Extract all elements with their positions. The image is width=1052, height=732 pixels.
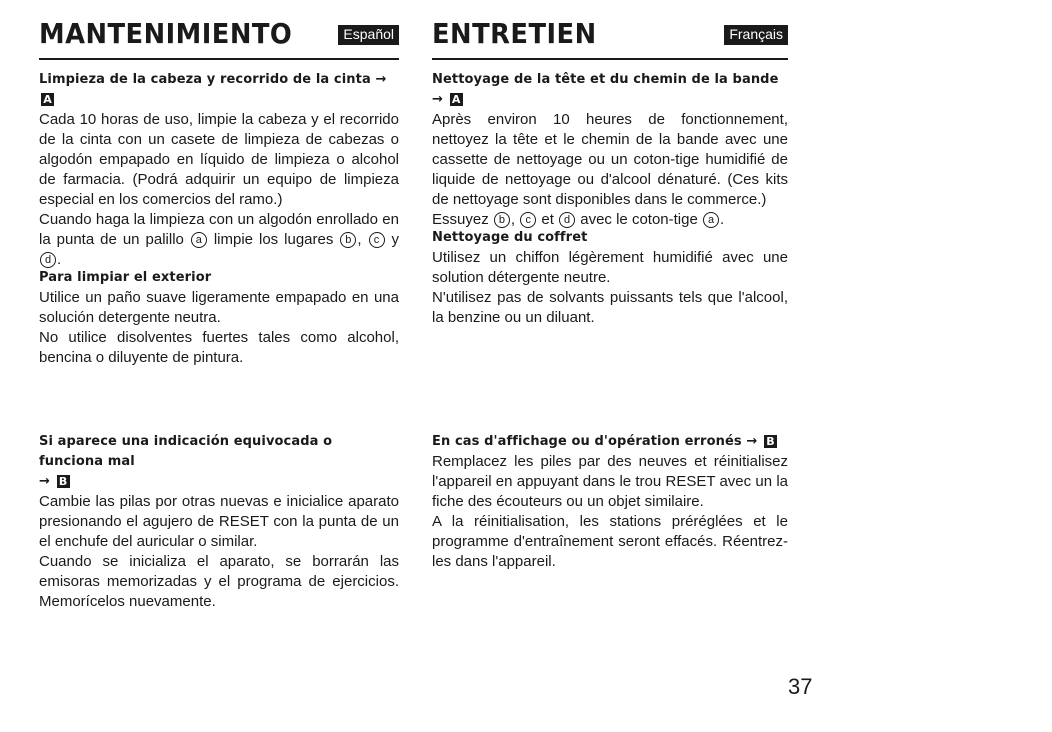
marker-b: b	[340, 232, 356, 248]
spanish-paragraph: Cuando se inicializa el aparato, se borrarán las emisoras memorizadas y el programa de ejercicios. Memorícelos nuevamente.	[39, 553, 399, 610]
spanish-section-head-cleaning	[39, 70, 399, 270]
spanish-column	[39, 14, 399, 610]
spanish-paragraph: Utilice un paño suave ligeramente empapado en una solución detergente neutra.	[39, 289, 399, 326]
marker-d: d	[559, 212, 575, 228]
french-paragraph: Après environ 10 heures de fonctionnement, nettoyez la tête et le chemin de la bande avec une cassette de nettoyage ou un coton-tige humidifié de liquide de nettoyage ou d'alcool dénaturé. (Ces kits de nettoyage sont disponibles dans le commerce.)	[432, 111, 788, 208]
spanish-paragraph: Cambie las pilas por otras nuevas e inicialice aparato presionando el agujero de RESET con la punta de un el enchufe del auricular o similar.	[39, 493, 399, 550]
spanish-section-malfunction	[39, 432, 399, 612]
page-number: 37	[788, 674, 813, 699]
figure-ref-a: A	[450, 93, 463, 106]
spanish-heading-malfunction: Si aparece una indicación equivocada o funciona mal → B	[39, 434, 333, 489]
figure-ref-b: B	[57, 475, 70, 488]
french-section-cabinet	[432, 228, 788, 328]
spanish-paragraph: No utilice disolventes fuertes tales como alcohol, bencina o diluyente de pintura.	[39, 329, 399, 366]
french-paragraph: N'utilisez pas de solvants puissants tels que l'alcool, la benzine ou un diluant.	[432, 289, 788, 326]
french-language-tag: Français	[724, 25, 788, 45]
spanish-language-tag: Español	[338, 25, 399, 45]
french-title: ENTRETIEN	[432, 17, 597, 50]
spanish-heading-exterior: Para limpiar el exterior	[39, 270, 212, 285]
marker-c: c	[369, 232, 385, 248]
spanish-header	[39, 14, 399, 60]
french-heading-cabinet: Nettoyage du coffret	[432, 230, 588, 245]
spanish-section-exterior	[39, 268, 399, 368]
spanish-paragraph: Cada 10 horas de uso, limpie la cabeza y el recorrido de la cinta con un casete de limpieza de cabezas o algodón empapado en líquido de limpieza o alcohol de farmacia. (Podrá adquirir un equipo de limpieza especial en los comercios del ramo.)	[39, 111, 399, 208]
french-heading-malfunction: En cas d'affichage ou d'opération erronés → B	[432, 432, 788, 452]
marker-b: b	[494, 212, 510, 228]
figure-ref-b: B	[764, 435, 777, 448]
figure-ref-a: A	[41, 93, 54, 106]
french-heading-head-cleaning: Nettoyage de la tête et du chemin de la bande → A	[432, 72, 779, 107]
french-paragraph: Utilisez un chiffon légèrement humidifié avec une solution détergente neutre.	[432, 249, 788, 286]
marker-d: d	[40, 252, 56, 268]
french-section-malfunction	[432, 432, 788, 572]
marker-a: a	[191, 232, 207, 248]
french-paragraph: Essuyez b , c et d avec le coton-tige a .	[432, 211, 725, 228]
french-paragraph: A la réinitialisation, les stations préréglées et le programme d'entraînement seront effacés. Réentrez-les dans l'appareil.	[432, 513, 788, 570]
french-column	[432, 14, 788, 570]
spanish-heading-head-cleaning: Limpieza de la cabeza y recorrido de la cinta → A	[39, 72, 387, 106]
marker-a: a	[703, 212, 719, 228]
french-header	[432, 14, 788, 60]
french-paragraph: Remplacez les piles par des neuves et réinitialisez l'appareil en appuyant dans le trou RESET avec un la fiche des écouteurs ou un objet similaire.	[432, 453, 788, 510]
marker-c: c	[520, 212, 536, 228]
spanish-title: MANTENIMIENTO	[39, 17, 293, 50]
spanish-paragraph: Cuando haga la limpieza con un algodón enrollado en la punta de un palillo a limpie los lugares b , c y d .	[39, 211, 399, 268]
french-section-head-cleaning	[432, 70, 788, 230]
